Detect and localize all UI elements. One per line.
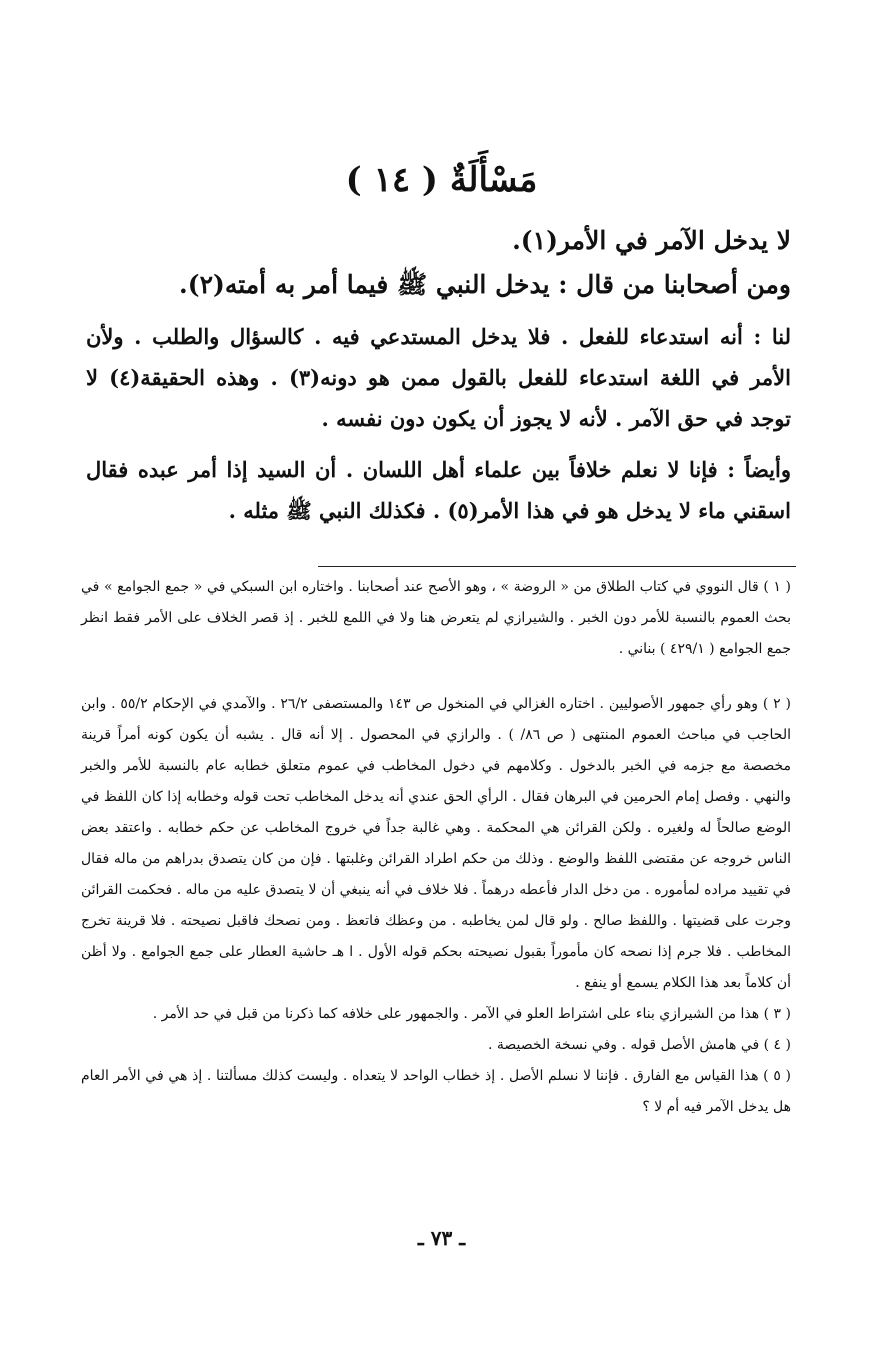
footnote-divider xyxy=(318,566,796,567)
page-number: ـ ٧٣ ـ xyxy=(417,1226,466,1250)
opposing-view: ومن أصحابنا من قال : يدخل النبي ﷺ فيما أمر به أمته(٢). xyxy=(179,270,791,299)
footnote-4: ( ٤ ) في هامش الأصل قوله . وفي نسخة الخصيصة . xyxy=(488,1037,791,1053)
footnote-2: ( ٢ ) وهو رأي جمهور الأصوليين . اختاره الغزالي في المنخول ص ١٤٣ والمستصفى ٢٦/٢ . والآمدي في الإحكام ٥٥/٢ . وابن الحاجب في مباحث العموم المنتهى ( ص ٨٦/ ) . والرازي في المحصول . إلا أنه قال . يشبه أن يكون كونه أمراً قرينة مخصصة مع جزمه في الخبر بالدخول . وكلامهم في دخول المخاطب في عموم متعلق خطابه عام بالنسبة للأمر والخبر والنهي . وفصل إمام الحرمين في البرهان فقال . الرأي الحق عندي أنه يدخل المخاطب تحت قوله وخطابه إذا كان اللفظ في الوضع صالحاً له ولغيره . ولكن القرائن هي المحكمة . وهي غالبة جداً في خروج المخاطب عن حكم خطابه . واعتقد بعض الناس خروجه عن مقتضى اللفظ والوضع . وذلك من حكم اطراد القرائن وغلبتها . فإن من كان يتصدق بدراهم من ماله فقال في تقييد مراده لمأموره . من دخل الدار فأعطه درهماً . فلا خلاف في أنه ينبغي أن لا يتصدق عليه من ماله . فحكمت القرائن وجرت على قضيتها . واللفظ صالح . ولو قال لمن يخاطبه . من وعظك فاتعظ . ومن نصحك فاقبل نصيحته . فلا قرينة تخرج المخاطب . فلا جرم إذا نصحه كان مأموراً بقبول نصيحته بحكم قوله الأول . ا هـ حاشية العطار على جمع الجوامع . ولا أظن أن كلاماً بعد هذا الكلام يسمع أو ينفع . xyxy=(81,696,792,991)
issue-statement: لا يدخل الآمر في الأمر(١). xyxy=(512,226,791,255)
page-heading: مَسْأَلَةٌ ( ١٤ ) xyxy=(345,160,538,200)
footnotes xyxy=(81,572,791,1123)
argument-paragraph-1: لنا : أنه استدعاء للفعل . فلا يدخل المستدعي فيه . كالسؤال والطلب . ولأن الأمر في اللغة استدعاء للفعل بالقول ممن هو دونه(٣) . وهذه الحقيقة(٤) لا توجد في حق الآمر . لأنه لا يجوز أن يكون دون نفسه . xyxy=(86,324,791,431)
main-text xyxy=(86,222,791,531)
footnote-5: ( ٥ ) هذا القياس مع الفارق . فإننا لا نسلم الأصل . إذ خطاب الواحد لا يتعداه . وليست كذلك مسألتنا . إذ هي في الأمر العام هل يدخل الآمر فيه أم لا ؟ xyxy=(81,1068,791,1115)
footnote-1: ( ١ ) قال النووي في كتاب الطلاق من « الروضة » ، وهو الأصح عند أصحابنا . واختاره ابن السبكي في « جمع الجوامع » في بحث العموم بالنسبة للأمر دون الخبر . والشيرازي لم يتعرض هنا ولا في اللمع للخبر . إذ قصر الخلاف على الأمر فقط انظر جمع الجوامع ( ٤٢٩/١ ) بناني . xyxy=(81,579,791,657)
footnote-3: ( ٣ ) هذا من الشيرازي بناء على اشتراط العلو في الآمر . والجمهور على خلافه كما ذكرنا من قبل في حد الأمر . xyxy=(152,1006,791,1022)
argument-paragraph-2: وأيضاً : فإنا لا نعلم خلافاً بين علماء أهل اللسان . أن السيد إذا أمر عبده فقال اسقني ماء لا يدخل هو في هذا الأمر(٥) . فكذلك النبي ﷺ مثله . xyxy=(86,457,791,523)
